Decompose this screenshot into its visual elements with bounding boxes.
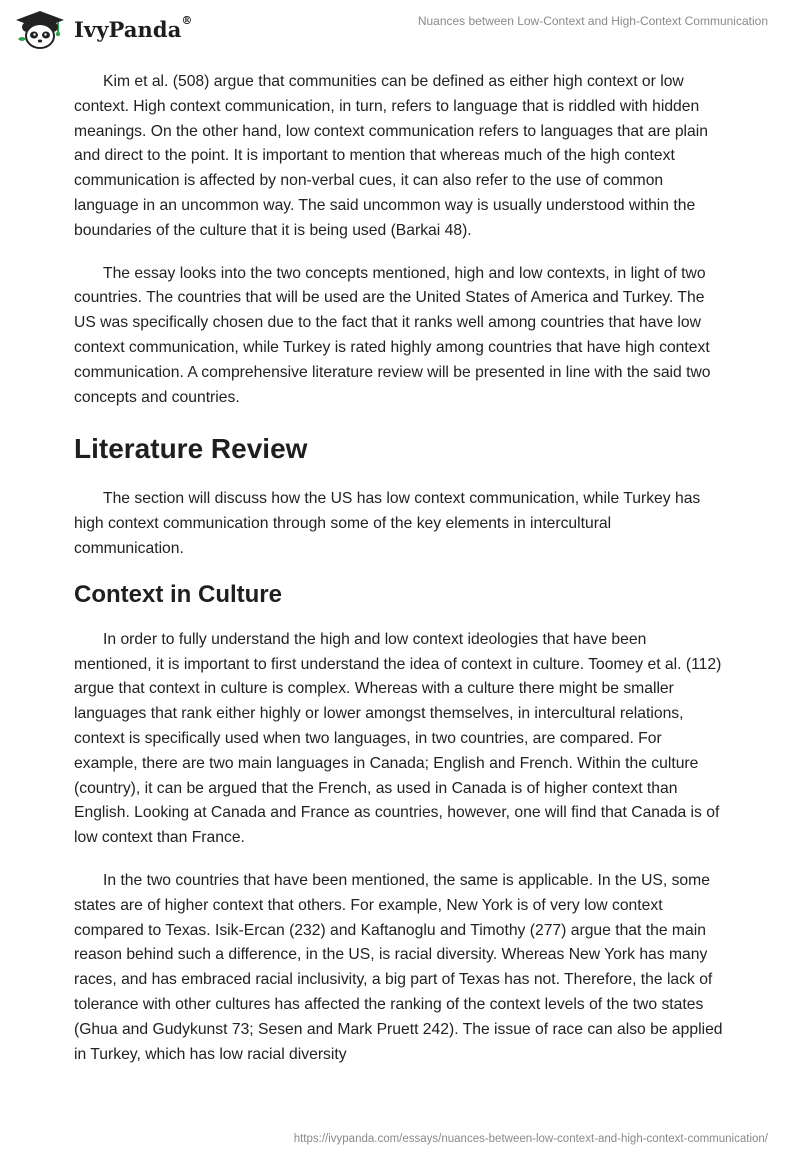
paragraph-intro-2: The essay looks into the two concepts mentioned, high and low contexts, in light of two countries. The countries that will be used are the United States of America and Turkey. The US was specifically chosen due to the fact that it ranks well among countries that have low context communication, while Turkey is rated highly among countries that have high context communication. A comprehensive literature review will be presented in line with the said two concepts and countries. bbox=[74, 264, 711, 406]
logo-wordmark: IvyPanda® bbox=[74, 13, 193, 42]
paragraph-context-1: In order to fully understand the high and low context ideologies that have been mentioned, it is important to first understand the idea of context in culture. Toomey et al. (112) argue that context in culture is complex. Whereas with a culture there might be smaller languages that rank either highly or lower amongst themselves, in intercultural relations, context is specifically used when two languages, in two countries, are compared. For example, there are two main languages in Canada; English and French. Within the culture (country), it can be argued that the French, as used in Canada is of higher context than English. Looking at Canada and France as countries, however, one will find that Canada is of low context than France. bbox=[74, 630, 722, 847]
heading-literature-review: Literature Review bbox=[74, 433, 308, 465]
heading-context-in-culture: Context in Culture bbox=[74, 580, 282, 608]
paragraph-intro-1: Kim et al. (508) argue that communities can be defined as either high context or low context. High context communication, in turn, refers to language that is riddled with hidden meanings. On the other hand, low context communication refers to languages that are plain and direct to the point. It is important to mention that whereas much of the high context communication is affected by non-verbal cues, it can also refer to the use of common language in an uncommon way. The said uncommon way is usually understood within the boundaries of the culture that it is being used (Barkai 48). bbox=[74, 73, 708, 239]
page-header bbox=[0, 0, 800, 60]
document-title: Nuances between Low-Context and High-Context Communication bbox=[417, 14, 768, 28]
panda-graduate-icon bbox=[14, 9, 66, 49]
essay-content bbox=[74, 70, 724, 1085]
footer-url[interactable]: https://ivypanda.com/essays/nuances-between-low-context-and-high-context-communication/ bbox=[293, 1133, 768, 1145]
paragraph-literature-1: The section will discuss how the US has low context communication, while Turkey has high context communication through some of the key elements in intercultural communication. bbox=[74, 490, 701, 557]
site-logo[interactable] bbox=[14, 9, 193, 49]
paragraph-context-2: In the two countries that have been mentioned, the same is applicable. In the US, some states are of higher context that others. For example, New York is of very low context compared to Texas. Isik-Ercan (232) and Kaftanoglu and Timothy (277) argue that the main reason behind such a difference, in the US, is racial diversity. Whereas New York has many races, and has embraced racial inclusivity, a big part of Texas has not. Therefore, the lack of tolerance with other cultures has affected the ranking of the context levels of the two states (Ghua and Gudykunst 73; Sesen and Mark Pruett 242). The issue of race can also be applied in Turkey, which has low racial diversity bbox=[74, 871, 723, 1063]
